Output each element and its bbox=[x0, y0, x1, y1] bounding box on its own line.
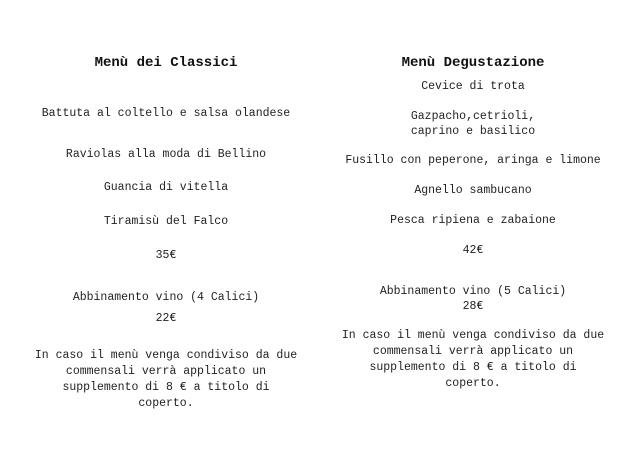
wine-pairing-label: Abbinamento vino (5 Calici) bbox=[379, 285, 567, 298]
menu-degustazione-title: Menù Degustazione bbox=[401, 55, 545, 71]
dish-item: Guancia di vitella bbox=[103, 181, 229, 194]
menu-classici-title: Menù dei Classici bbox=[94, 55, 238, 71]
dish-item: Cevice di trota bbox=[421, 80, 525, 93]
dish-item: Battuta al coltello e salsa olandese bbox=[41, 107, 291, 120]
wine-pairing-label: Abbinamento vino (4 Calici) bbox=[72, 291, 260, 304]
dish-item: Fusillo con peperone, aringa e limone bbox=[345, 154, 601, 167]
menu-price: 35€ bbox=[155, 249, 177, 262]
dish-item: Agnello sambucano bbox=[414, 184, 532, 197]
dish-item: Gazpacho,cetrioli, bbox=[410, 110, 536, 123]
dish-item: caprino e basilico bbox=[410, 125, 536, 138]
sharing-note-line: coperto. bbox=[445, 377, 501, 390]
wine-pairing-price: 28€ bbox=[462, 300, 484, 313]
sharing-note-line: supplemento di 8 € a titolo di bbox=[369, 361, 577, 374]
sharing-note-line: In caso il menù venga condiviso da due bbox=[34, 349, 298, 362]
sharing-note-line: coperto. bbox=[138, 397, 194, 410]
menu-price: 42€ bbox=[462, 244, 484, 257]
dish-item: Pesca ripiena e zabaione bbox=[390, 214, 556, 227]
sharing-note-line: In caso il menù venga condiviso da due bbox=[341, 329, 605, 342]
sharing-note-line: commensali verrà applicato un bbox=[65, 365, 267, 378]
dish-item: Tiramisù del Falco bbox=[103, 215, 229, 228]
wine-pairing-price: 22€ bbox=[155, 312, 177, 325]
sharing-note-line: commensali verrà applicato un bbox=[372, 345, 574, 358]
dish-item: Raviolas alla moda di Bellino bbox=[65, 148, 267, 161]
sharing-note-line: supplemento di 8 € a titolo di bbox=[62, 381, 270, 394]
